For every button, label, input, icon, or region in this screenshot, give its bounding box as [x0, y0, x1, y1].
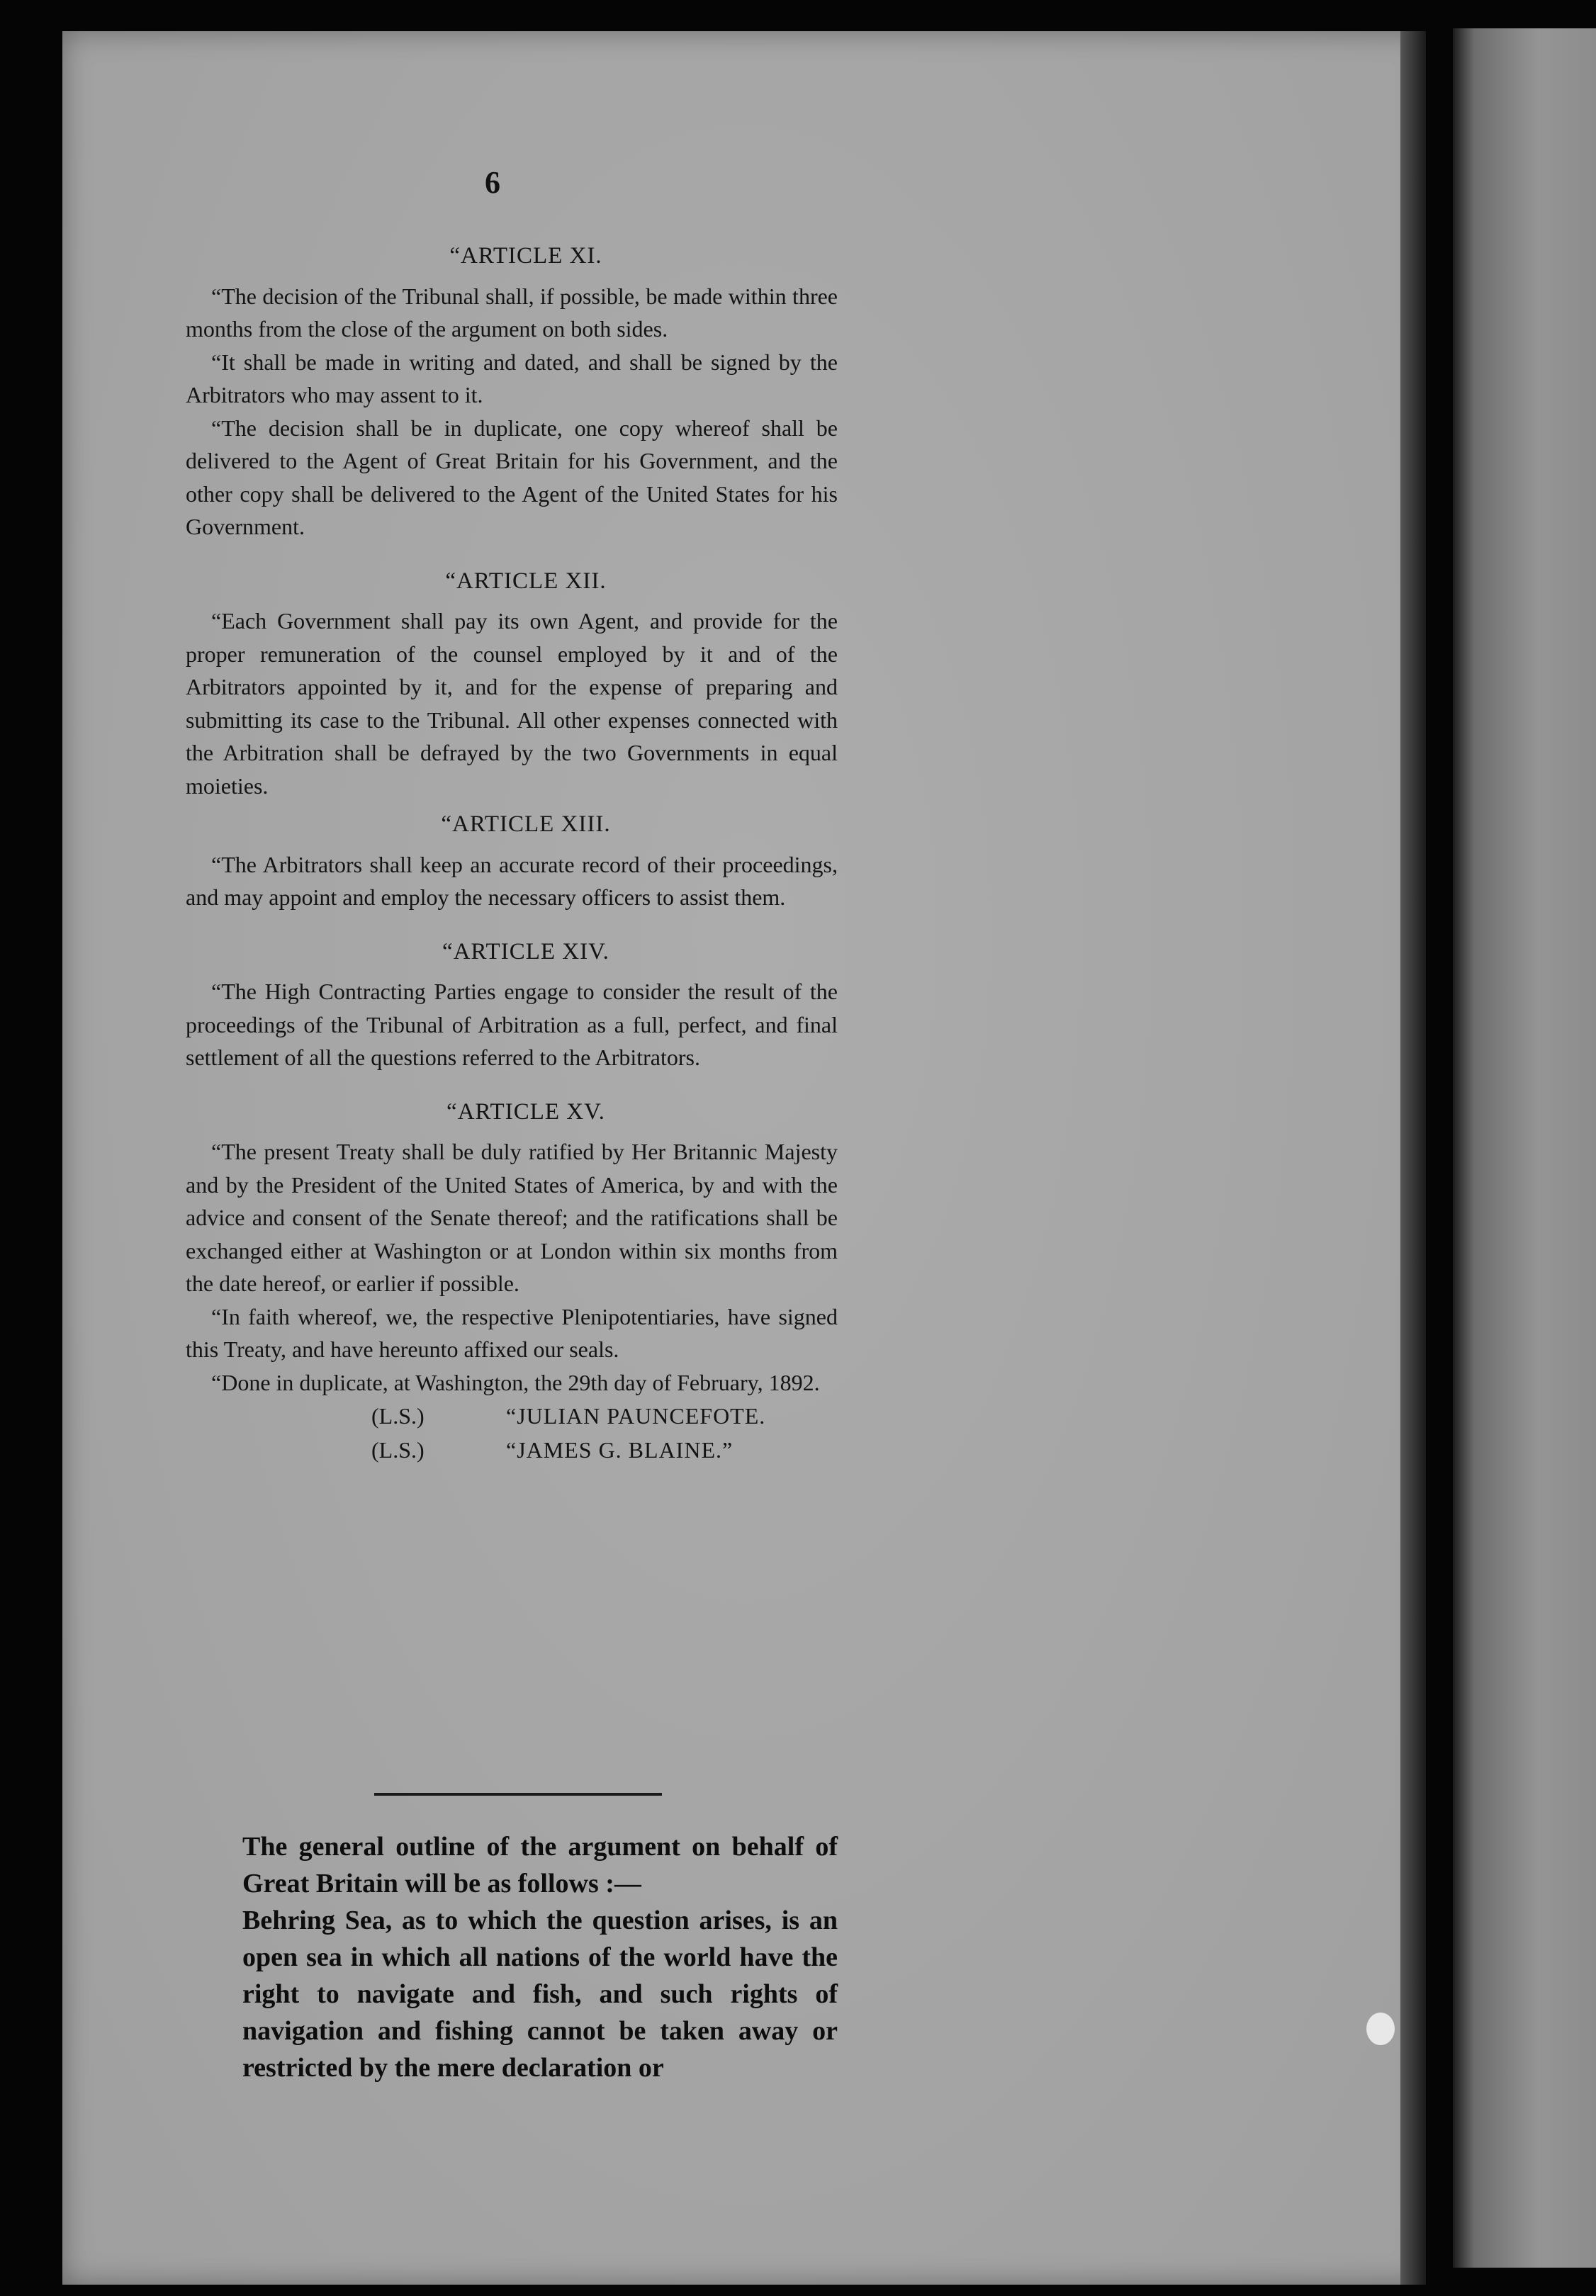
- article-heading: “ARTICLE XIII.: [441, 811, 611, 837]
- treaty-text: [186, 234, 838, 1467]
- paper-blemish: [1366, 2013, 1395, 2045]
- article-paragraph: “Each Government shall pay its own Agent, and provide for the proper remuneration of the counsel employed by it and of the Arbitrators appointed by it, and for the expense of preparing and submitting its case to the Tribunal. All other expenses connected with the Arbitration shall be defrayed by the two Governments in equal moieties.: [186, 608, 838, 799]
- section-divider: [374, 1793, 662, 1796]
- article-paragraph: “The High Contracting Parties engage to consider the result of the proceedings of the Tribunal of Arbitration as a full, perfect, and final settlement of all the questions referred to the Arbitrators.: [186, 979, 838, 1070]
- article-heading: “ARTICLE XV.: [446, 1098, 605, 1125]
- signature-line: [186, 1433, 838, 1467]
- article-paragraph: “The decision shall be in duplicate, one copy whereof shall be delivered to the Agent of Great Britain for his Government, and the other copy shall be delivered to the Agent of the United States for his Government.: [186, 415, 838, 539]
- adjacent-page-edge: [1453, 28, 1596, 2268]
- spacer: [186, 914, 838, 930]
- article-paragraph: “In faith whereof, we, the respective Plenipotentiaries, have signed this Treaty, and have hereunto affixed our seals.: [186, 1303, 838, 1362]
- page-number: 6: [485, 165, 500, 200]
- page-gutter-shadow: [1400, 31, 1426, 2285]
- article-paragraph: “It shall be made in writing and dated, and shall be signed by the Arbitrators who may assent to it.: [186, 349, 838, 407]
- article-heading: “ARTICLE XII.: [445, 568, 607, 594]
- seal-mark: (L.S.): [371, 1403, 425, 1429]
- article-paragraph: “The decision of the Tribunal shall, if possible, be made within three months from the close of the argument on both sides.: [186, 283, 838, 342]
- outline-paragraph: The general outline of the argument on behalf of Great Britain will be as follows :—: [242, 1832, 838, 1898]
- signatory-name: “JULIAN PAUNCEFOTE.: [506, 1403, 766, 1429]
- argument-outline: [242, 1828, 838, 2086]
- seal-mark: (L.S.): [371, 1437, 425, 1463]
- spacer: [186, 1074, 838, 1090]
- article-paragraph: “The Arbitrators shall keep an accurate record of their proceedings, and may appoint and employ the necessary officers to assist them.: [186, 851, 838, 910]
- signatory-name: “JAMES G. BLAINE.”: [506, 1437, 734, 1463]
- outline-paragraph: Behring Sea, as to which the question arises, is an open sea in which all nations of the world have the right to navigate and fish, and such rights of navigation and fishing cannot be taken away or restricted by the mere declaration or: [242, 1906, 838, 2083]
- article-heading: “ARTICLE XIV.: [442, 938, 609, 964]
- article-paragraph: “Done in duplicate, at Washington, the 29th day of February, 1892.: [211, 1369, 820, 1395]
- article-paragraph: “The present Treaty shall be duly ratified by Her Britannic Majesty and by the President of the United States of America, by and with the advice and consent of the Senate thereof; and the ratifications shall be exchanged either at Washington or at London within six months from the date hereof, or earlier if possible.: [186, 1139, 838, 1296]
- signature-line: [186, 1399, 838, 1433]
- spacer: [186, 544, 838, 559]
- article-heading: “ARTICLE XI.: [449, 243, 602, 269]
